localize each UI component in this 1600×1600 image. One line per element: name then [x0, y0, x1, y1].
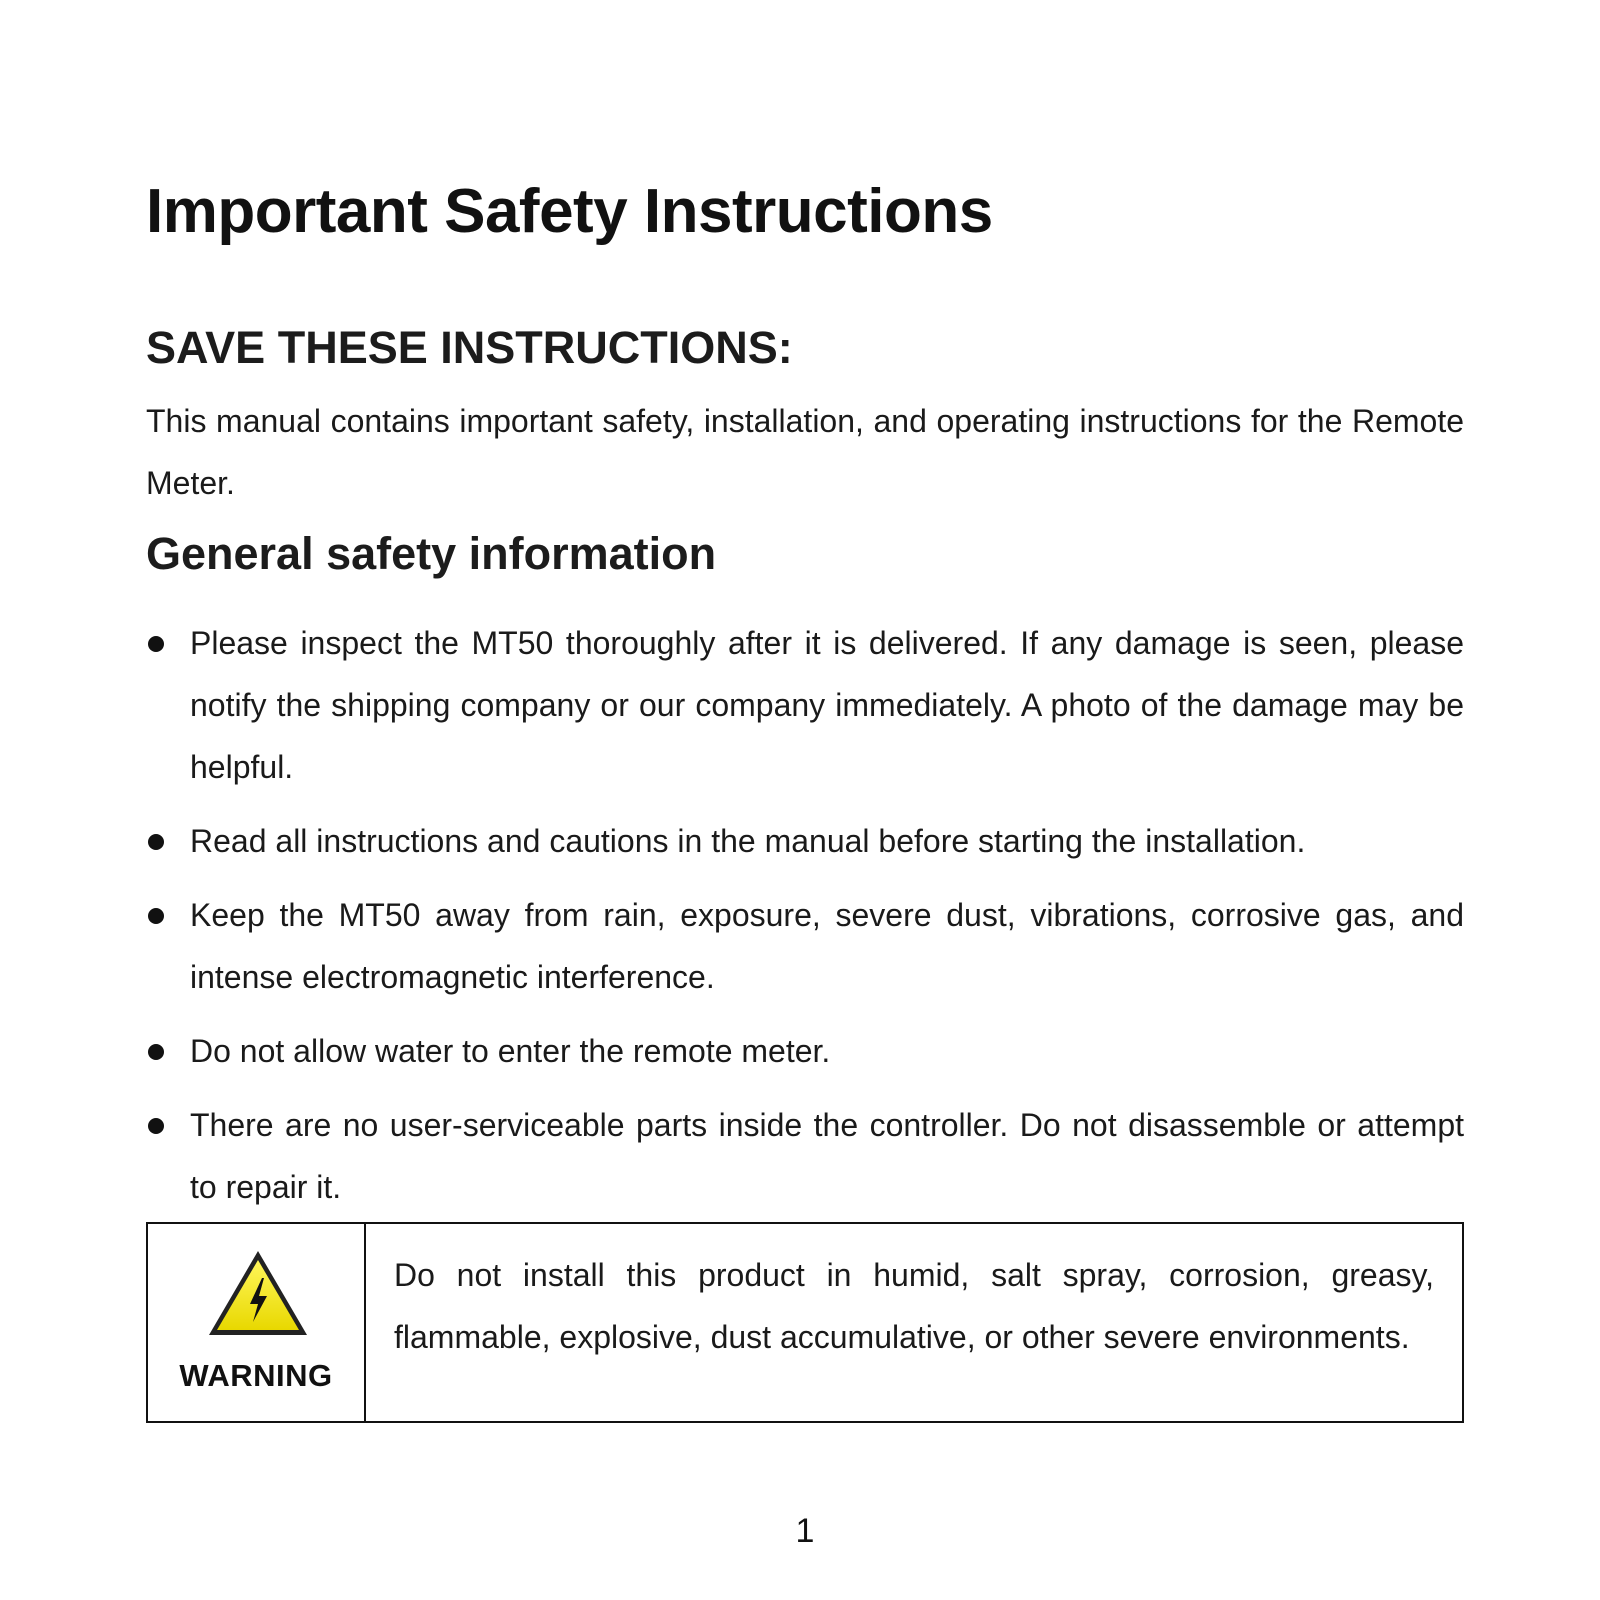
- electrical-hazard-icon: [206, 1248, 310, 1338]
- warning-box: [146, 1222, 1464, 1423]
- list-item: [146, 884, 1464, 1008]
- bullet-text: Keep the MT50 away from rain, exposure, severe dust, vibrations, corrosive gas, and intense electromagnetic interference.: [190, 897, 1464, 995]
- save-instructions-heading: SAVE THESE INSTRUCTIONS:: [146, 322, 793, 373]
- warning-icon-cell: [148, 1224, 366, 1421]
- page-title: Important Safety Instructions: [146, 177, 993, 246]
- page-number: 1: [795, 1512, 815, 1550]
- general-safety-heading: General safety information: [146, 528, 717, 579]
- bullet-icon: [148, 636, 164, 652]
- list-item: [146, 1094, 1464, 1218]
- bullet-text: Please inspect the MT50 thoroughly after it is delivered. If any damage is seen, please notify the shipping company or our company immediately. A photo of the damage may be helpful.: [190, 625, 1464, 785]
- manual-page: [146, 0, 1464, 1600]
- list-item: [146, 810, 1464, 872]
- bullet-icon: [148, 908, 164, 924]
- list-item: [146, 612, 1464, 798]
- warning-label: WARNING: [179, 1358, 333, 1393]
- list-item: [146, 1020, 1464, 1082]
- safety-bullet-list: [146, 612, 1464, 1230]
- warning-text: Do not install this product in humid, salt spray, corrosion, greasy, flammable, explosive, dust accumulative, or other severe environments.: [394, 1257, 1434, 1355]
- bullet-icon: [148, 834, 164, 850]
- intro-paragraph: This manual contains important safety, installation, and operating instructions for the Remote Meter.: [146, 403, 1464, 501]
- bullet-text: There are no user-serviceable parts inside the controller. Do not disassemble or attempt to repair it.: [190, 1107, 1464, 1205]
- bullet-text: Read all instructions and cautions in the manual before starting the installation.: [190, 823, 1306, 859]
- bullet-icon: [148, 1044, 164, 1060]
- bullet-icon: [148, 1118, 164, 1134]
- bullet-text: Do not allow water to enter the remote meter.: [190, 1033, 831, 1069]
